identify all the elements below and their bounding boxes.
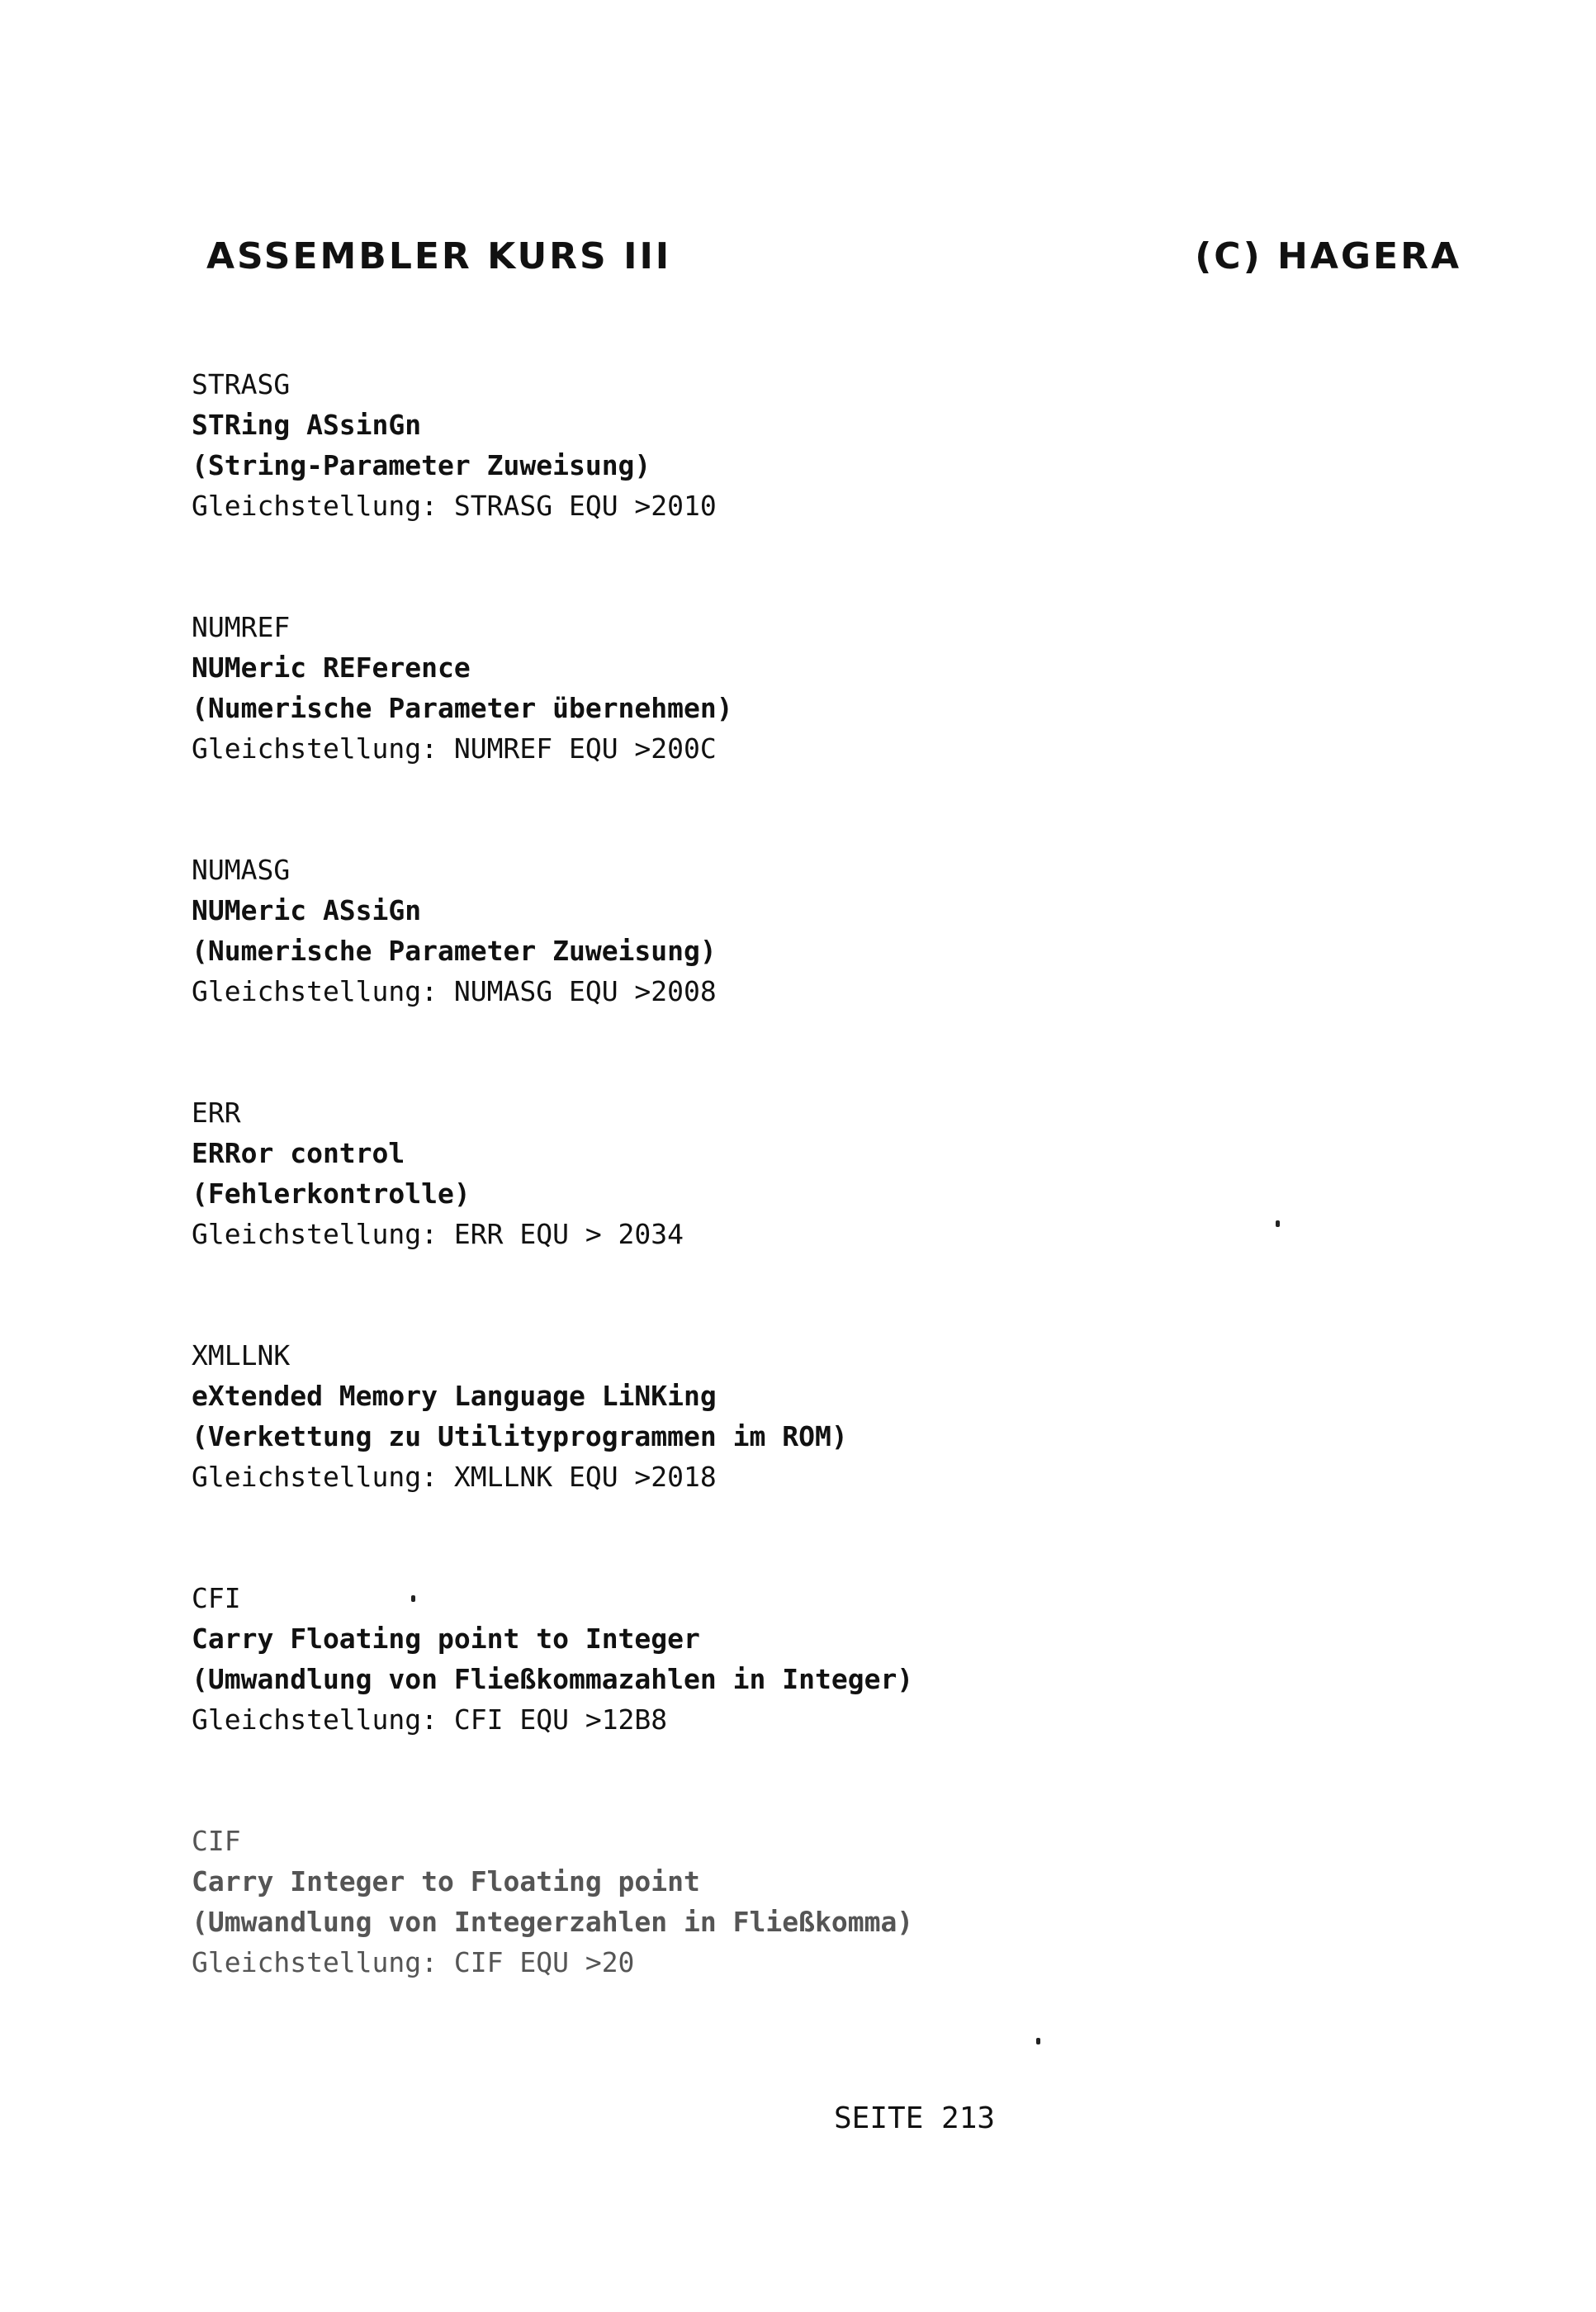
entry-description: (Fehlerkontrolle) (192, 1177, 471, 1210)
entry-fullname: NUMeric ASsiGn (192, 894, 422, 926)
entry-description: (Verkettung zu Utilityprogrammen im ROM) (192, 1420, 848, 1452)
entry-description: (Umwandlung von Integerzahlen in Fließkomma) (192, 1906, 914, 1938)
entry-cif (192, 1821, 913, 1983)
entry-name: NUMASG (192, 854, 291, 886)
entry-cfi (192, 1578, 913, 1740)
entry-fullname: Carry Floating point to Integer (192, 1623, 700, 1655)
scan-speck (411, 1595, 415, 1602)
entry-equate: Gleichstellung: CFI EQU >12B8 (192, 1703, 668, 1736)
entry-fullname: NUMeric REFerence (192, 651, 471, 684)
scan-speck (1036, 2038, 1040, 2044)
entry-numref (192, 607, 733, 769)
page-header (206, 235, 1461, 285)
header-title: ASSEMBLER KURS III (206, 235, 672, 277)
entry-name: NUMREF (192, 611, 291, 643)
entry-name: XMLLNK (192, 1339, 291, 1372)
entry-equate: Gleichstellung: XMLLNK EQU >2018 (192, 1461, 717, 1493)
entry-equate: Gleichstellung: ERR EQU > 2034 (192, 1218, 684, 1250)
entry-xmllnk (192, 1335, 848, 1497)
entry-err (192, 1092, 684, 1254)
entry-fullname: Carry Integer to Floating point (192, 1865, 700, 1897)
entry-numasg (192, 850, 717, 1012)
entry-fullname: eXtended Memory Language LiNKing (192, 1380, 717, 1412)
entry-equate: Gleichstellung: NUMASG EQU >2008 (192, 975, 717, 1007)
entry-name: CIF (192, 1825, 241, 1857)
entry-equate: Gleichstellung: STRASG EQU >2010 (192, 490, 717, 522)
entry-strasg (192, 364, 717, 526)
entry-equate: Gleichstellung: NUMREF EQU >200C (192, 732, 717, 765)
entry-fullname: ERRor control (192, 1137, 405, 1169)
entry-description: (String-Parameter Zuweisung) (192, 449, 651, 481)
scan-speck (1276, 1220, 1280, 1227)
entry-description: (Umwandlung von Fließkommazahlen in Integer) (192, 1663, 914, 1695)
entry-equate: Gleichstellung: CIF EQU >20 (192, 1946, 635, 1978)
entry-name: CFI (192, 1582, 241, 1614)
entry-description: (Numerische Parameter Zuweisung) (192, 935, 717, 967)
header-copyright: (C) HAGERA (1195, 235, 1461, 277)
entry-name: ERR (192, 1097, 241, 1129)
page-number: SEITE 213 (834, 2101, 996, 2135)
entry-description: (Numerische Parameter übernehmen) (192, 692, 733, 724)
entry-name: STRASG (192, 368, 291, 400)
entry-fullname: STRing ASsinGn (192, 409, 422, 441)
